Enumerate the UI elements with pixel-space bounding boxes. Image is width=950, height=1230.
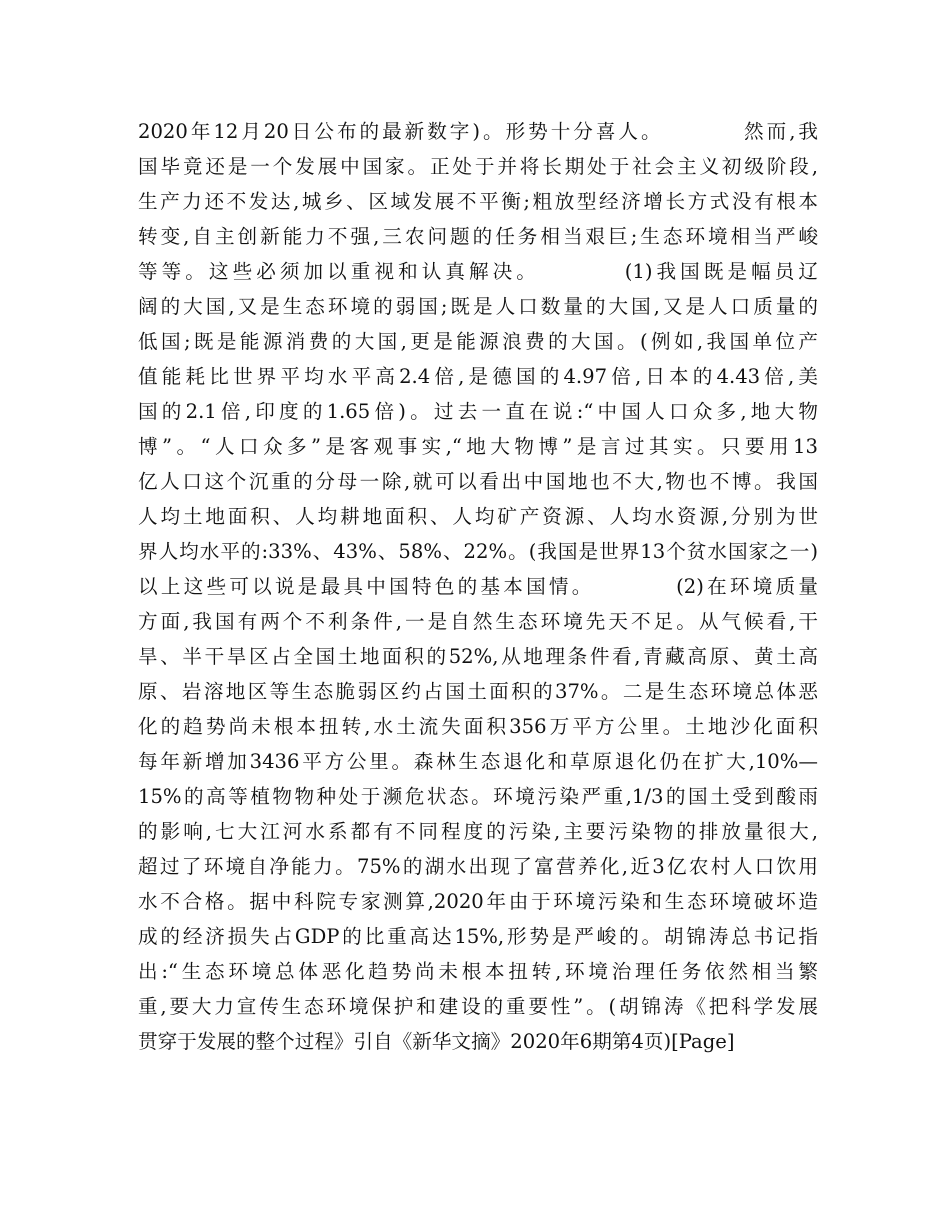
text-line: 旱、半干旱区占全国土地面积的52%,从地理条件看,青藏高原、黄土高: [138, 645, 818, 668]
text-line: 水不合格。据中科院专家测算,2020年由于环境污染和生态环境破坏造: [138, 890, 818, 913]
text-line: 以上这些可以说是最具中国特色的基本国情。 (2)在环境质量: [138, 575, 818, 598]
text-line: 化的趋势尚未根本扭转,水土流失面积356万平方公里。土地沙化面积: [138, 715, 818, 738]
text-line: 15%的高等植物物种处于濒危状态。环境污染严重,1/3的国土受到酸雨: [138, 785, 818, 808]
text-line: 贯穿于发展的整个过程》引自《新华文摘》2020年6期第4页)[Page]: [138, 1030, 735, 1053]
text-line: 生产力还不发达,城乡、区域发展不平衡;粗放型经济增长方式没有根本: [138, 190, 818, 213]
text-line: 人均土地面积、人均耕地面积、人均矿产资源、人均水资源,分别为世: [138, 505, 818, 528]
text-line: 值能耗比世界平均水平高2.4倍,是德国的4.97倍,日本的4.43倍,美: [138, 365, 818, 388]
text-line: 界人均水平的:33%、43%、58%、22%。(我国是世界13个贫水国家之一): [138, 540, 818, 563]
text-line: 方面,我国有两个不利条件,一是自然生态环境先天不足。从气候看,干: [138, 610, 818, 633]
text-line: 成的经济损失占GDP的比重高达15%,形势是严峻的。胡锦涛总书记指: [138, 925, 818, 948]
text-line: 原、岩溶地区等生态脆弱区约占国土面积的37%。二是生态环境总体恶: [138, 680, 818, 703]
text-line: 低国;既是能源消费的大国,更是能源浪费的大国。(例如,我国单位产: [138, 330, 818, 353]
text-line: 国毕竟还是一个发展中国家。正处于并将长期处于社会主义初级阶段,: [138, 155, 818, 178]
text-line: 出:“生态环境总体恶化趋势尚未根本扭转,环境治理任务依然相当繁: [138, 960, 818, 983]
text-line: 博”。“人口众多”是客观事实,“地大物博”是言过其实。只要用13: [138, 435, 818, 458]
text-line: 2020年12月20日公布的最新数字)。形势十分喜人。 然而,我: [138, 120, 818, 143]
text-line: 阔的大国,又是生态环境的弱国;既是人口数量的大国,又是人口质量的: [138, 295, 818, 318]
text-line: 转变,自主创新能力不强,三农问题的任务相当艰巨;生态环境相当严峻: [138, 225, 818, 248]
text-line: 国的2.1倍,印度的1.65倍)。过去一直在说:“中国人口众多,地大物: [138, 400, 818, 423]
text-line: 的影响,七大江河水系都有不同程度的污染,主要污染物的排放量很大,: [138, 820, 818, 843]
text-line: 每年新增加3436平方公里。森林生态退化和草原退化仍在扩大,10%—: [138, 750, 818, 773]
text-line: 超过了环境自净能力。75%的湖水出现了富营养化,近3亿农村人口饮用: [138, 855, 818, 878]
text-line: 重,要大力宣传生态环境保护和建设的重要性”。(胡锦涛《把科学发展: [138, 995, 818, 1018]
text-line: 等等。这些必须加以重视和认真解决。 (1)我国既是幅员辽: [138, 260, 818, 283]
body-text: [138, 114, 818, 1059]
text-line: 亿人口这个沉重的分母一除,就可以看出中国地也不大,物也不博。我国: [138, 470, 818, 493]
